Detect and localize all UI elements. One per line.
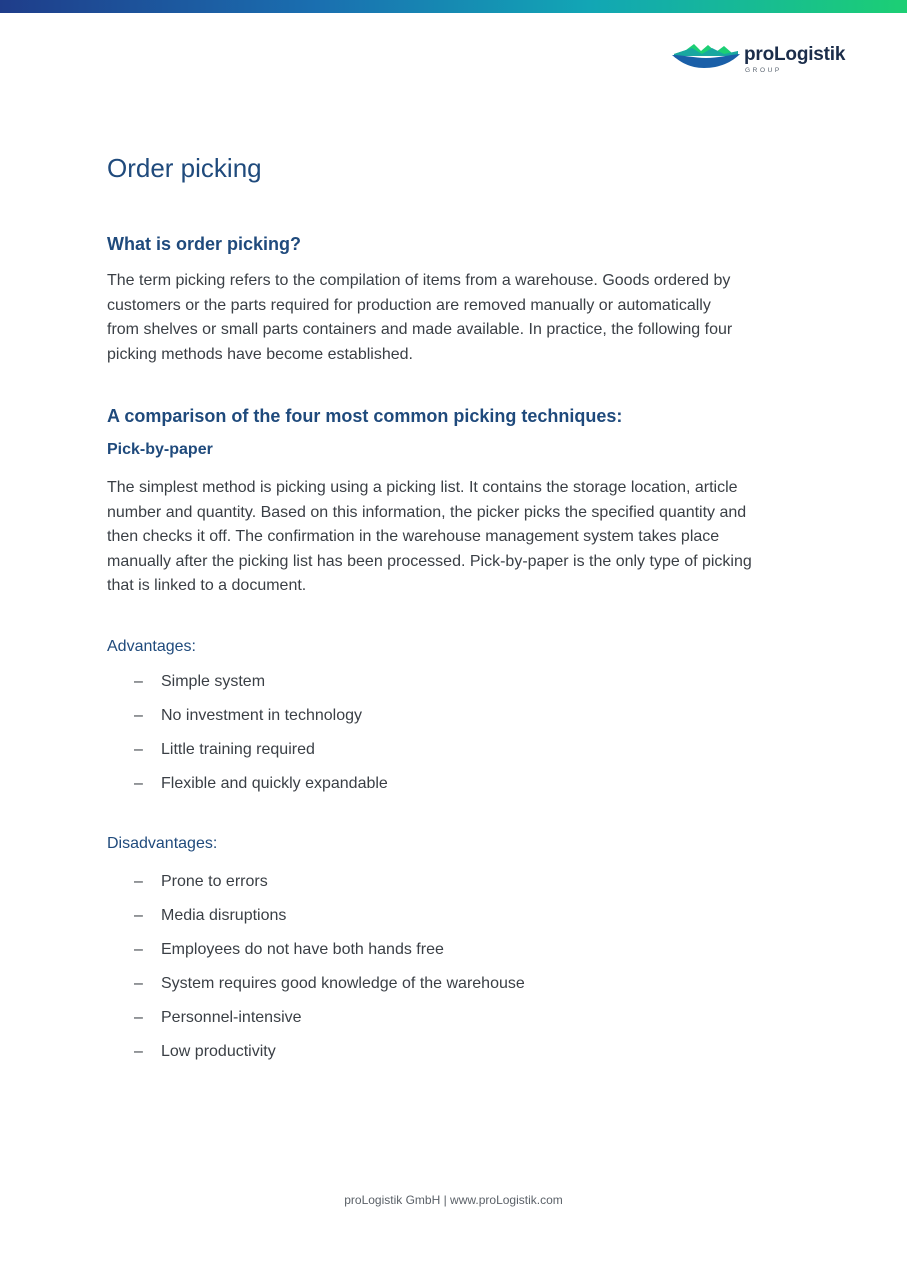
dash-bullet-icon: –	[134, 975, 143, 992]
section-heading-comparison: A comparison of the four most common picking techniques:	[107, 406, 623, 426]
section-heading-what-is: What is order picking?	[107, 234, 302, 254]
logo-name: proLogistik	[744, 44, 846, 65]
intro-line: picking methods have become established.	[107, 345, 413, 363]
page-footer: proLogistik GmbH | www.proLogistik.com	[344, 1193, 563, 1207]
disadvantages-list	[134, 872, 525, 1062]
list-item: – No investment in technology	[134, 707, 362, 724]
intro-line: The term picking refers to the compilation of items from a warehouse. Goods ordered by	[107, 272, 731, 289]
dash-bullet-icon: –	[134, 1043, 143, 1060]
paragraph-line: The simplest method is picking using a picking list. It contains the storage location, article	[107, 479, 738, 496]
paragraph-line: manually after the picking list has been processed. Pick-by-paper is the only type of picking	[107, 552, 752, 570]
company-logo	[672, 40, 852, 80]
wave-mountain-icon	[672, 42, 740, 70]
intro-line: from shelves or small parts containers and made available. In practice, the following four	[107, 321, 733, 338]
list-item: – Media disruptions	[134, 907, 287, 924]
list-item: – Flexible and quickly expandable	[134, 775, 388, 792]
disadvantages-label: Disadvantages:	[107, 835, 218, 852]
advantages-list	[134, 672, 388, 794]
list-item: – System requires good knowledge of the warehouse	[134, 975, 525, 992]
paragraph-line: then checks it off. The confirmation in the warehouse management system takes place	[107, 528, 720, 545]
subheading-pick-by-paper: Pick-by-paper	[107, 441, 213, 458]
list-item: – Little training required	[134, 741, 315, 758]
list-item: – Prone to errors	[134, 873, 268, 890]
paragraph-line: number and quantity. Based on this information, the picker picks the specified quantity and	[107, 503, 747, 521]
paragraph-line: that is linked to a document.	[107, 577, 307, 594]
dash-bullet-icon: –	[134, 673, 143, 690]
list-item: – Employees do not have both hands free	[134, 941, 444, 958]
intro-paragraph	[107, 269, 807, 367]
list-item: – Personnel-intensive	[134, 1009, 302, 1026]
intro-line: customers or the parts required for production are removed manually or automatically	[107, 296, 711, 314]
top-gradient-bar	[0, 0, 907, 13]
dash-bullet-icon: –	[134, 873, 143, 890]
pick-by-paper-paragraph	[107, 476, 807, 599]
list-item: – Simple system	[134, 673, 266, 690]
dash-bullet-icon: –	[134, 941, 143, 958]
list-item: – Low productivity	[134, 1043, 276, 1060]
dash-bullet-icon: –	[134, 741, 143, 758]
advantages-label: Advantages:	[107, 638, 196, 655]
page-title: Order picking	[107, 153, 262, 183]
dash-bullet-icon: –	[134, 707, 143, 724]
dash-bullet-icon: –	[134, 907, 143, 924]
dash-bullet-icon: –	[134, 1009, 143, 1026]
dash-bullet-icon: –	[134, 775, 143, 792]
logo-group: GROUP	[745, 67, 782, 74]
